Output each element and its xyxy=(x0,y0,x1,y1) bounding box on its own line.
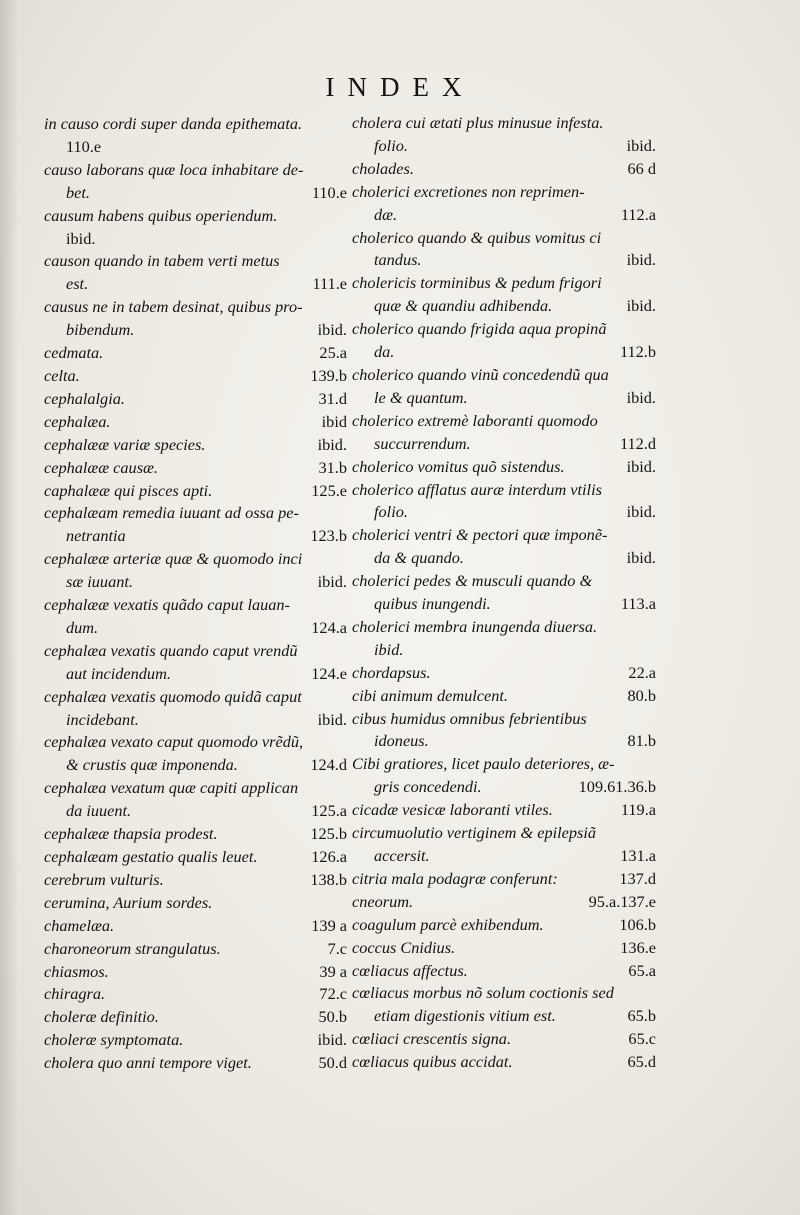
index-entry xyxy=(352,822,656,868)
page-reference: ibid. xyxy=(626,296,656,316)
entry-continuation: & crustis quæ imponenda. xyxy=(66,755,238,775)
index-entry xyxy=(352,960,656,983)
index-entry xyxy=(352,524,656,570)
entry-headword: cicadæ vesicæ laboranti vtiles. xyxy=(352,800,553,820)
entry-headword: cneorum. xyxy=(352,891,414,911)
entry-headword: cerumina, Aurium sordes. xyxy=(44,892,213,912)
index-entry xyxy=(44,457,347,480)
entry-headword: cephalæa. xyxy=(44,411,111,431)
index-entry xyxy=(44,777,347,823)
entry-headword: causus ne in tabem desinat, quibus pro- xyxy=(44,297,303,317)
page-reference: 124.d xyxy=(310,755,347,775)
entry-continuation: folio. xyxy=(374,502,408,522)
page-reference: 112.a xyxy=(620,204,656,224)
entry-continuation: dæ. xyxy=(374,204,398,224)
page-reference: 80.b xyxy=(627,685,656,705)
index-entry xyxy=(352,1051,656,1074)
entry-continuation: da. xyxy=(374,342,395,362)
page-reference: 7.c xyxy=(327,938,347,958)
entry-headword: cephalæa vexatis quomodo quidã caput xyxy=(44,686,302,706)
index-entry xyxy=(44,961,347,984)
index-entry xyxy=(44,892,347,915)
entry-continuation: bibendum. xyxy=(66,320,135,340)
entry-headword: citria mala podagræ conferunt: xyxy=(352,868,558,888)
page-gutter-shadow xyxy=(0,0,18,1215)
page-reference: 65.c xyxy=(628,1029,656,1049)
entry-headword: cholerico vomitus quõ sistendus. xyxy=(352,456,565,476)
index-entry xyxy=(352,891,656,914)
entry-headword: celta. xyxy=(44,365,80,385)
entry-headword: cephalææ vexatis quãdo caput lauan- xyxy=(44,595,290,615)
page-reference: 125.b xyxy=(310,824,347,844)
page-reference: 119.a xyxy=(620,800,656,820)
index-entry xyxy=(44,113,347,159)
index-entry xyxy=(352,1028,656,1051)
entry-headword: cephalææ thapsia prodest. xyxy=(44,824,218,844)
page-reference: 25.a xyxy=(319,343,347,363)
page-reference: 112.b xyxy=(619,342,656,362)
index-entry xyxy=(352,708,656,754)
page-reference: 50.d xyxy=(318,1053,347,1073)
entry-headword: causon quando in tabem verti metus xyxy=(44,251,280,271)
index-entry xyxy=(352,753,656,799)
page-reference: 66 d xyxy=(627,158,656,178)
index-entry xyxy=(44,915,347,938)
page-reference: 50.b xyxy=(318,1007,347,1027)
index-entry xyxy=(44,1029,347,1052)
entry-continuation: da iuuent. xyxy=(66,801,132,821)
entry-headword: circumuolutio vertiginem & epilepsiã xyxy=(352,823,597,843)
entry-headword: in causo cordi super danda epithemata. xyxy=(44,114,303,133)
entry-continuation: idoneus. xyxy=(374,731,429,751)
page-reference: 139.b xyxy=(310,365,347,385)
page-reference: ibid. xyxy=(317,709,347,729)
entry-headword: chordapsus. xyxy=(352,662,431,682)
page-reference: 65.a xyxy=(628,960,656,980)
index-entry xyxy=(352,272,656,318)
index-entry xyxy=(44,342,347,365)
index-entry xyxy=(44,640,347,686)
entry-headword: cholerico quando & quibus vomitus ci xyxy=(352,227,602,247)
page-heading: INDEX xyxy=(325,72,475,102)
index-entry xyxy=(44,388,347,411)
entry-continuation: gris concedendi. xyxy=(374,777,482,797)
entry-continuation: le & quantum. xyxy=(374,387,468,407)
page-reference: ibid. xyxy=(626,250,656,270)
entry-continuation: netrantia xyxy=(66,526,126,546)
page-reference: 95.a.137.e xyxy=(588,891,656,911)
index-entry xyxy=(44,159,347,205)
index-entry xyxy=(44,686,347,732)
page-reference: 109.61.36.b xyxy=(578,777,656,797)
entry-headword: chiasmos. xyxy=(44,961,109,981)
entry-continuation: quibus inungendi. xyxy=(374,594,491,614)
entry-headword: cephalææ causæ. xyxy=(44,457,158,477)
page-reference: 81.b xyxy=(627,731,656,751)
entry-headword: cedmata. xyxy=(44,343,104,363)
entry-headword: cholerici ventri & pectori quæ imponẽ- xyxy=(352,525,608,545)
page-reference: ibid xyxy=(321,411,347,431)
index-entry xyxy=(44,250,347,296)
entry-continuation: quæ & quandiu adhibenda. xyxy=(374,296,553,316)
page-reference: 124.e xyxy=(311,663,347,683)
index-entry xyxy=(352,662,656,685)
page-reference: ibid. xyxy=(66,228,96,248)
index-entry xyxy=(44,594,347,640)
index-entry xyxy=(352,937,656,960)
page-reference: ibid. xyxy=(626,548,656,568)
index-entry xyxy=(352,616,656,662)
entry-headword: cephalææ arteriæ quæ & quomodo inci xyxy=(44,549,303,569)
index-entry xyxy=(44,983,347,1006)
page-reference: 124.a xyxy=(311,617,347,637)
index-entry xyxy=(44,296,347,342)
index-entry xyxy=(352,364,656,410)
page-reference: 39 a xyxy=(319,961,347,981)
page-reference: 22.a xyxy=(628,662,656,682)
entry-headword: chiragra. xyxy=(44,984,106,1004)
entry-headword: cephalalgia. xyxy=(44,388,125,408)
page-reference: 72.c xyxy=(319,984,347,1004)
entry-headword: cephalæam gestatio qualis leuet. xyxy=(44,847,258,866)
entry-headword: cœliacus morbus nõ solum coctionis sed xyxy=(352,983,614,1003)
entry-headword: causo laborans quæ loca inhabitare de- xyxy=(44,159,304,179)
entry-continuation: da & quando. xyxy=(374,548,465,568)
entry-headword: cibus humidus omnibus febrientibus xyxy=(352,708,587,728)
page-reference: ibid. xyxy=(317,320,347,340)
page-reference: ibid. xyxy=(626,456,656,476)
entry-headword: coccus Cnidius. xyxy=(352,937,456,957)
index-column-left xyxy=(44,113,347,1075)
index-entry xyxy=(352,456,656,479)
entry-continuation: folio. xyxy=(374,135,408,155)
entry-headword: cholerico quando vinũ concedendũ qua xyxy=(352,364,609,384)
entry-headword: cibi animum demulcent. xyxy=(352,685,508,705)
index-entry xyxy=(352,799,656,822)
entry-continuation: incidebant. xyxy=(66,709,139,729)
entry-continuation: bet. xyxy=(66,182,90,202)
entry-headword: choleræ definitio. xyxy=(44,1007,159,1027)
page-reference: 137.d xyxy=(619,868,656,888)
entry-headword: cœliacus quibus accidat. xyxy=(352,1052,513,1072)
entry-continuation: sæ iuuant. xyxy=(66,572,133,592)
index-entry xyxy=(44,502,347,548)
index-entry xyxy=(352,868,656,891)
index-entry xyxy=(352,227,656,273)
index-entry xyxy=(352,685,656,708)
page-reference: 31.d xyxy=(318,388,347,408)
page-reference: 136.e xyxy=(620,937,656,957)
page-reference: 111.e xyxy=(312,274,347,294)
page-reference: ibid. xyxy=(317,434,347,454)
entry-continuation: aut incidendum. xyxy=(66,663,171,683)
entry-headword: causum habens quibus operiendum. xyxy=(44,205,278,225)
index-entry xyxy=(352,479,656,525)
page-reference: 139 a xyxy=(311,915,347,935)
entry-headword: cerebrum vulturis. xyxy=(44,869,164,889)
entry-headword: cholerici pedes & musculi quando & xyxy=(352,571,593,591)
index-entry xyxy=(44,938,347,961)
entry-headword: cholerici excretiones non reprimen- xyxy=(352,181,585,201)
index-entry xyxy=(352,410,656,456)
page-reference: 138.b xyxy=(310,869,347,889)
entry-headword: cholericis torminibus & pedum frigori xyxy=(352,273,602,293)
index-entry xyxy=(44,365,347,388)
page-reference: 110.e xyxy=(311,182,347,202)
index-entry xyxy=(44,434,347,457)
page-reference: ibid. xyxy=(317,1030,347,1050)
page-reference: 126.a xyxy=(311,847,347,866)
entry-headword: caphalææ qui pisces apti. xyxy=(44,480,213,500)
index-entry xyxy=(44,205,347,251)
entry-continuation: est. xyxy=(66,274,89,294)
page-reference: 106.b xyxy=(619,914,656,934)
page-reference: 31.b xyxy=(318,457,347,477)
entry-headword: cholerici membra inungenda diuersa. xyxy=(352,616,598,636)
page-reference: 123.b xyxy=(310,526,347,546)
index-entry xyxy=(44,548,347,594)
index-entry xyxy=(44,846,347,869)
entry-headword: cholera cui ætati plus minusue infesta. xyxy=(352,113,604,132)
page-reference: 125.e xyxy=(311,480,347,500)
index-entry xyxy=(352,112,656,158)
entry-headword: charoneorum strangulatus. xyxy=(44,938,221,958)
entry-continuation: succurrendum. xyxy=(374,433,471,453)
page-reference: ibid. xyxy=(626,502,656,522)
index-entry xyxy=(44,411,347,434)
page-reference: 65.b xyxy=(627,1006,656,1026)
index-entry xyxy=(44,1052,347,1075)
entry-headword: cholerico quando frigida aqua propinã xyxy=(352,319,607,339)
page-reference: 131.a xyxy=(620,846,656,865)
entry-continuation: tandus. xyxy=(374,250,422,270)
index-column-right xyxy=(352,112,656,1074)
index-entry xyxy=(352,570,656,616)
page-reference: 110.e xyxy=(66,136,102,156)
page-reference: ibid. xyxy=(317,572,347,592)
entry-headword: cholades. xyxy=(352,158,414,178)
entry-continuation: etiam digestionis vitium est. xyxy=(374,1006,556,1026)
index-entry xyxy=(352,318,656,364)
page-reference: ibid. xyxy=(626,135,656,155)
entry-headword: chamelæa. xyxy=(44,915,115,935)
index-entry xyxy=(352,914,656,937)
entry-headword: cholera quo anni tempore viget. xyxy=(44,1053,252,1073)
entry-headword: cœliaci crescentis signa. xyxy=(352,1029,512,1049)
index-entry xyxy=(44,731,347,777)
entry-headword: Cibi gratiores, licet paulo deteriores, æ- xyxy=(352,754,615,774)
entry-headword: cœliacus affectus. xyxy=(352,960,468,980)
index-entry xyxy=(352,181,656,227)
index-entry xyxy=(352,158,656,181)
page-reference: ibid. xyxy=(626,387,656,407)
entry-headword: cephalæa vexatis quando caput vrendũ xyxy=(44,640,298,660)
index-entry xyxy=(44,823,347,846)
index-entry xyxy=(44,869,347,892)
page-reference: 113.a xyxy=(620,594,656,614)
entry-headword: cephalææ variæ species. xyxy=(44,434,206,454)
page-reference: 112.d xyxy=(619,433,656,453)
entry-headword: cholerico afflatus auræ interdum vtilis xyxy=(352,479,602,499)
entry-headword: cephalæa vexatum quæ capiti applican xyxy=(44,778,299,798)
entry-continuation: dum. xyxy=(66,617,99,637)
entry-headword: choleræ symptomata. xyxy=(44,1030,184,1050)
entry-continuation: accersit. xyxy=(374,846,430,865)
page-reference: 125.a xyxy=(311,801,347,821)
entry-headword: cephalæam remedia iuuant ad ossa pe- xyxy=(44,503,299,523)
entry-headword: cholerico extremè laboranti quomodo xyxy=(352,410,598,430)
entry-continuation: ibid. xyxy=(374,639,404,659)
index-entry xyxy=(352,982,656,1028)
index-entry xyxy=(44,1006,347,1029)
index-entry xyxy=(44,480,347,503)
entry-headword: cephalæa vexato caput quomodo vrẽdũ, xyxy=(44,732,304,752)
page-reference: 65.d xyxy=(627,1052,656,1072)
entry-headword: coagulum parcè exhibendum. xyxy=(352,914,544,934)
